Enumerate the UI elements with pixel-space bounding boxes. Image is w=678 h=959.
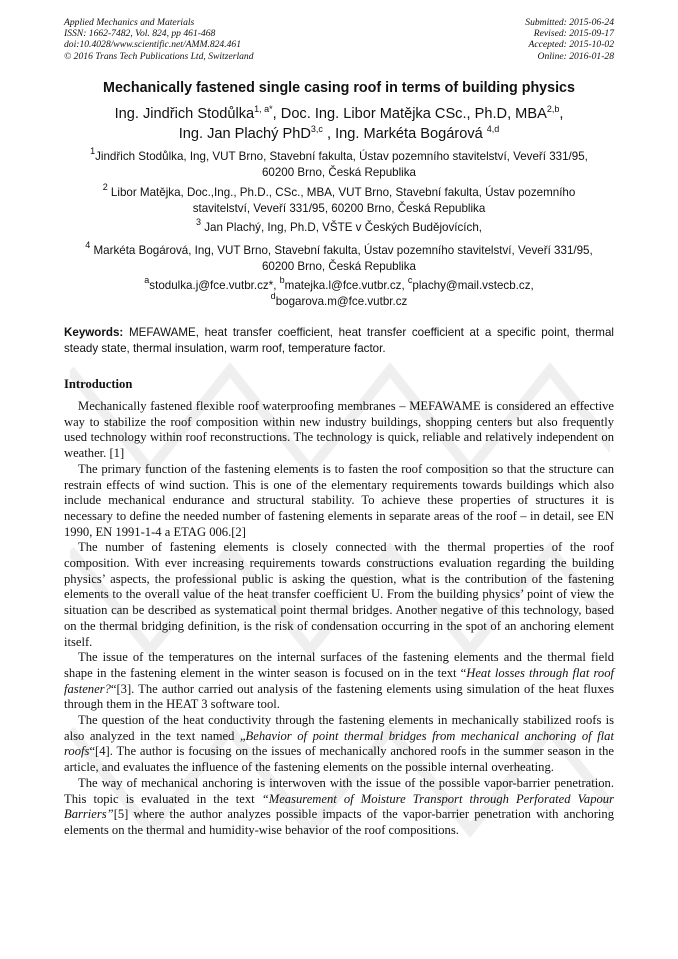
journal-name: Applied Mechanics and Materials (64, 17, 195, 28)
issn-line: ISSN: 1662-7482, Vol. 824, pp 461-468 (64, 28, 216, 40)
introduction-body (64, 399, 614, 839)
email-list: $^a$stodulka.j@fce.vutbr.cz*, $^b$matejka.l@fce.vutbr.cz, $^c$plachy@mail.vstecb.cz, $^d$bogarova.m@fce.vutbr.cz (144, 275, 534, 308)
affiliation-3: $^3$ Jan Plachý, Ing, Ph.D, VŠTE v Českých Budějovících, (196, 217, 482, 234)
keywords (64, 325, 614, 356)
email-a: stodulka.j@fce.vutbr.cz*, (149, 279, 280, 292)
affiliation-1: $^1$Jindřich Stodůlka, Ing, VUT Brno, Stavební fakulta, Ústav pozemního stavitelství, Veveří 331/95, 60200 Brno, Česká Republika (90, 146, 588, 179)
section-heading-introduction: Introduction (64, 377, 133, 391)
author-list (40, 104, 638, 144)
paragraph: The way of mechanical anchoring is interwoven with the issue of the possible vapor-barrier penetration. This topic is evaluated in the text “Measurement of Moisture Transport through Perforated Vapour Barriers”[5] where the author analyzes possible impacts of the vapor-barrier penetration with anchoring elements on the thermal and humidity-wise behavior of the roof compositions. (64, 775, 615, 837)
dates-info (525, 17, 614, 62)
paragraph: Mechanically fastened flexible roof waterproofing membranes – MEFAWAME is considered an effective way to stabilize the roof composition within new industry buildings, shopping centers but also frequently used technology within roof reconstructions. The technology is quick, reliable and relatively independent on weather. [1] (64, 399, 614, 461)
revised-date: Revised: 2015-09-17 (533, 28, 614, 40)
paragraph: The question of the heat conductivity through the fastening elements in mechanically stabilized roofs is also analyzed in the text named „Behavior of point thermal bridges from mechanical anchoring of flat roofs“[4]. The author is focusing on the issues of mechanically anchored roofs in the summer season in the article, and evaluates the influence of the fastening elements on the possible internal overheating. (64, 713, 614, 775)
accepted-date: Accepted: 2015-10-02 (528, 39, 614, 51)
copyright-line: © 2016 Trans Tech Publications Ltd, Switzerland (64, 50, 254, 62)
affiliation-2: $^2$ Libor Matějka, Doc.,Ing., Ph.D., CSc., MBA, VUT Brno, Stavební fakulta, Ústav pozemního stavitelství, Veveří 331/95, 60200 Brno, Česká Republika (102, 182, 576, 215)
paragraph: The issue of the temperatures on the internal surfaces of the fastening elements and the thermal field shape in the fastening element in the winter season is focused on in the text “Heat losses through flat roof fastener?“[3]. The author carried out analysis of the fastening elements using simulation of the heat fluxes through them in the HEAT 3 software tool. (64, 650, 614, 712)
keywords-label: Keywords: (64, 326, 124, 339)
paragraph: The number of fastening elements is closely connected with the thermal properties of the roof composition. With ever increasing requirements towards constructions evaluation regarding the building physics’ aspects, the professional public is asking the question, what is the contribution of the fastening elements to the overall value of the heat transfer coefficient U. From the building physics’ point of view the situation can be described as systematical point thermal bridges. Another negative of this technology, based on the thermal bridging definition, is the risk of condensation occurring in the spot of an anchoring element itself. (64, 540, 614, 649)
email-b: matejka.l@fce.vutbr.cz, (284, 279, 408, 292)
email-d: bogarova.m@fce.vutbr.cz (275, 294, 408, 308)
keywords-text: MEFAWAME, heat transfer coefficient, heat transfer coefficient at a specific point, thermal steady state, thermal insulation, warm roof, temperature factor. (64, 326, 614, 355)
author-line-2: Ing. Jan Plachý PhD$^{3,c}$ , Ing. Markéta Bogárová $^{4,d}$ (178, 124, 500, 142)
publication-info (64, 17, 254, 62)
email-c: plachy@mail.vstecb.cz, (412, 279, 534, 292)
paragraph: The primary function of the fastening elements is to fasten the roof composition so that the structure can restrain effects of wind suction. This is one of the elementary requirements towards buildings which also include mechanical endurance and structural stability. To achieve these properties of structures it is necessary to define the needed number of fastening elements in separate areas of the roof – in detail, see EN 1990, EN 1991-1-4 a ETAG 006.[2] (64, 461, 614, 539)
paper-title: Mechanically fastened single casing roof in terms of building physics (103, 80, 575, 96)
author-line-1: Ing. Jindřich Stodůlka$^{1, a*}$, Doc. Ing. Libor Matějka CSc., Ph.D, MBA$^{2,b}$, (114, 104, 564, 122)
affiliation-4: $^4$ Markéta Bogárová, Ing, VUT Brno, Stavební fakulta, Ústav pozemního stavitelství, Veveří 331/95, 60200 Brno, Česká Republika (85, 240, 593, 273)
doi-line: doi:10.4028/www.scientific.net/AMM.824.461 (64, 39, 242, 51)
online-date: Online: 2016-01-28 (537, 50, 614, 62)
submitted-date: Submitted: 2015-06-24 (525, 17, 614, 28)
